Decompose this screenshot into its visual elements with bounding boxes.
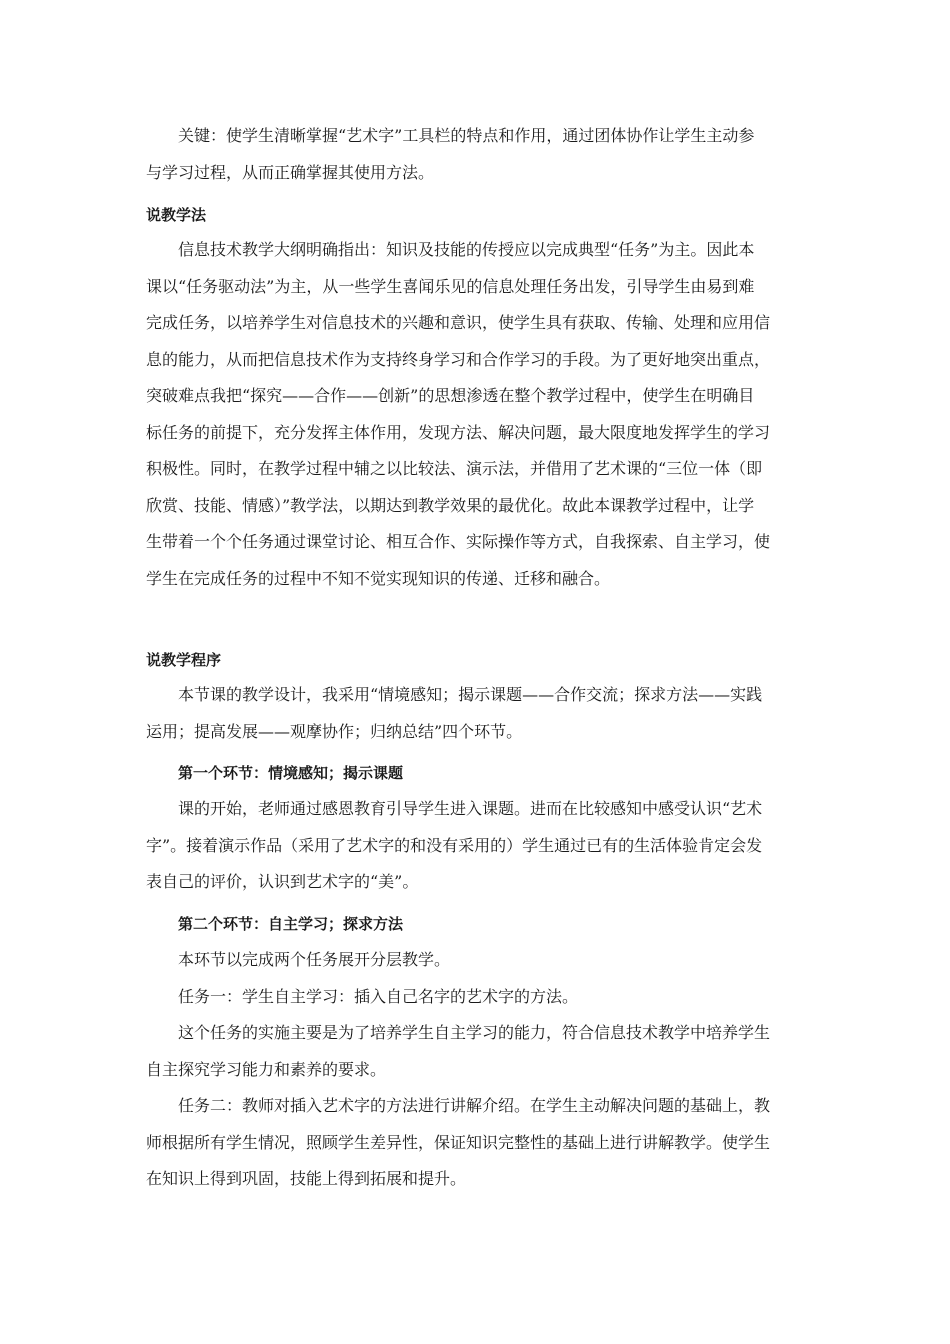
paragraph-line: 突破难点我把“探究——合作——创新”的思想渗透在整个教学过程中，使学生在明确目 [146,386,755,405]
paragraph-line: 本环节以完成两个任务展开分层教学。 [178,950,451,969]
step1-heading: 第一个环节：情境感知；揭示课题 [178,764,404,782]
paragraph-line: 欣赏、技能、情感）”教学法，以期达到教学效果的最优化。故此本课教学过程中，让学 [146,495,755,515]
paragraph-line: 生带着一个个任务通过课堂讨论、相互合作、实际操作等方式，自我探索、自主学习，使 [146,532,771,551]
paragraph-line: 积极性。同时，在教学过程中辅之以比较法、演示法，并借用了艺术课的“三位一体（即 [146,459,763,478]
paragraph-line: 关键：使学生清晰掌握“艺术字”工具栏的特点和作用，通过团体协作让学生主动参 [178,126,755,145]
paragraph-line: 这个任务的实施主要是为了培养学生自主学习的能力，符合信息技术教学中培养学生 [178,1023,771,1042]
method-paragraph [146,232,806,597]
paragraph-line: 标任务的前提下，充分发挥主体作用，发现方法、解决问题，最大限度地发挥学生的学习 [146,422,771,442]
section-heading-procedure: 说教学程序 [146,651,222,669]
paragraph-line: 本节课的教学设计，我采用“情境感知；揭示课题——合作交流；探求方法——实践 [178,685,763,704]
paragraph-line: 学生在完成任务的过程中不知不觉实现知识的传递、迁移和融合。 [146,568,611,588]
paragraph-line: 信息技术教学大纲明确指出：知识及技能的传授应以完成典型“任务”为主。因此本 [178,240,755,259]
paragraph-line: 课以“任务驱动法”为主，从一些学生喜闻乐见的信息处理任务出发，引导学生由易到难 [146,276,755,296]
step1-paragraph [146,791,806,901]
section-heading-method: 说教学法 [146,206,207,224]
paragraph-line: 课的开始，老师通过感恩教育引导学生进入课题。进而在比较感知中感受认识“艺术 [178,799,763,818]
paragraph-line: 息的能力，从而把信息技术作为支持终身学习和合作学习的手段。为了更好地突出重点， [146,349,771,369]
paragraph-line: 完成任务，以培养学生对信息技术的兴趣和意识，使学生具有获取、传输、处理和应用信 [146,313,771,332]
step2-heading: 第二个环节：自主学习；探求方法 [178,915,404,933]
paragraph-line: 运用；提高发展——观摩协作；归纳总结”四个环节。 [146,721,523,741]
paragraph-line: 表自己的评价，认识到艺术字的“美”。 [146,872,419,891]
key-paragraph [146,118,806,191]
paragraph-line: 自主探究学习能力和素养的要求。 [146,1059,387,1079]
paragraph-line: 与学习过程，从而正确掌握其使用方法。 [146,162,435,182]
procedure-intro [146,677,806,750]
paragraph-line: 字”。接着演示作品（采用了艺术字的和没有采用的）学生通过已有的生活体验肯定会发 [146,835,763,855]
paragraph-line: 在知识上得到巩固，技能上得到拓展和提升。 [146,1169,467,1188]
task1-title: 任务一：学生自主学习：插入自己名字的艺术字的方法。 [178,986,579,1006]
paragraph-line: 师根据所有学生情况，照顾学生差异性，保证知识完整性的基础上进行讲解教学。使学生 [146,1132,771,1152]
step2-content [146,942,806,1198]
paragraph-line: 任务二：教师对插入艺术字的方法进行讲解介绍。在学生主动解决问题的基础上，教 [178,1096,771,1115]
